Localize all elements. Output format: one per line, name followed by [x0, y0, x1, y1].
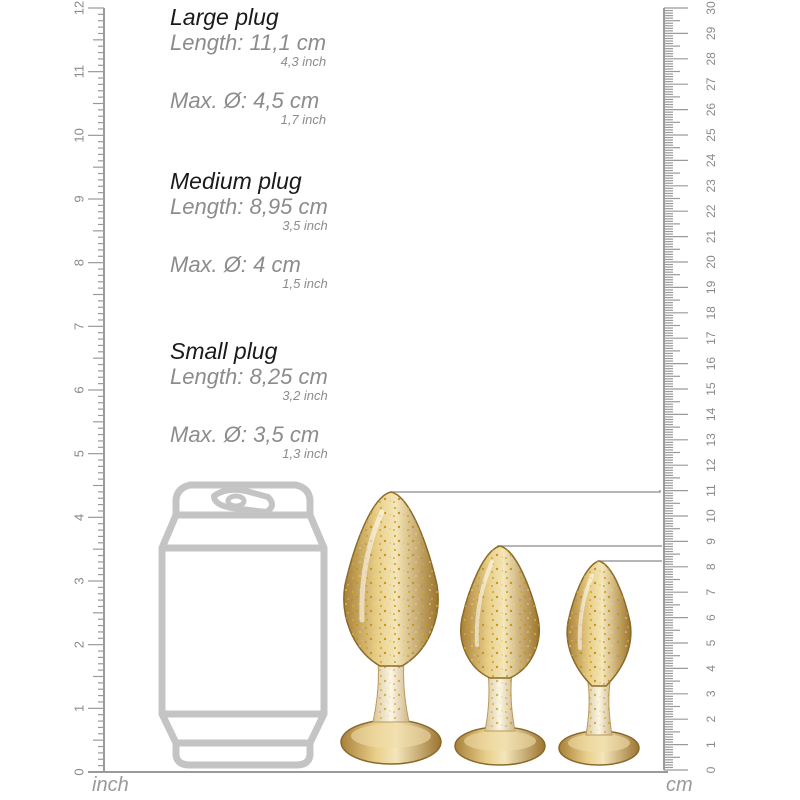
small-plug-specs	[170, 338, 328, 461]
cm-tick-label: 6	[704, 614, 719, 621]
medium-plug-title: Medium plug	[170, 168, 302, 194]
inch-tick-label: 2	[71, 641, 87, 649]
cm-tick-label: 30	[704, 1, 719, 15]
inch-tick-label: 5	[71, 450, 87, 458]
cm-tick-label: 2	[704, 715, 719, 723]
medium-plug-specs	[170, 168, 328, 291]
cm-tick-label: 27	[704, 77, 719, 91]
cm-tick-label: 26	[704, 102, 719, 117]
inch-tick-label: 9	[71, 195, 87, 203]
cm-tick-label: 1	[704, 741, 719, 748]
cm-tick-label: 21	[704, 229, 719, 244]
cm-tick-label: 13	[704, 433, 719, 447]
medium-plug-diameter-inch: 1,5 inch	[282, 276, 328, 291]
large-plug-specs	[170, 4, 326, 127]
cm-tick-label: 8	[704, 563, 719, 571]
cm-tick-label: 25	[704, 128, 719, 142]
large-plug-diameter-cm: Max. Ø: 4,5 cm	[170, 88, 320, 113]
inch-tick-label: 4	[71, 513, 87, 521]
soda-can-icon	[162, 485, 324, 765]
cm-tick-label: 5	[704, 639, 719, 647]
cm-tick-label: 18	[704, 306, 719, 320]
cm-ruler	[664, 1, 718, 773]
cm-tick-label: 20	[704, 255, 719, 269]
large-plug-length-cm: Length: 11,1 cm	[170, 30, 327, 55]
cm-tick-label: 17	[704, 331, 719, 345]
inch-unit-label: inch	[92, 774, 129, 796]
inch-tick-label: 11	[71, 64, 87, 79]
cm-tick-label: 7	[704, 588, 719, 596]
cm-tick-label: 3	[704, 690, 719, 698]
small-plug-image	[559, 561, 639, 765]
inch-ruler	[71, 1, 104, 776]
small-plug-diameter-inch: 1,3 inch	[282, 446, 328, 461]
small-plug-title: Small plug	[170, 338, 278, 364]
cm-tick-label: 9	[704, 538, 719, 545]
inch-tick-label: 3	[71, 577, 87, 585]
inch-tick-label: 0	[71, 768, 87, 776]
large-plug-image	[341, 492, 441, 764]
leader-lines	[390, 490, 662, 561]
cm-tick-label: 14	[704, 407, 719, 422]
cm-tick-label: 4	[704, 665, 719, 672]
cm-tick-label: 16	[704, 356, 719, 371]
inch-tick-label: 12	[71, 0, 87, 16]
large-plug-length-inch: 4,3 inch	[280, 54, 327, 69]
medium-plug-diameter-cm: Max. Ø: 4 cm	[170, 252, 301, 277]
small-plug-diameter-cm: Max. Ø: 3,5 cm	[170, 422, 320, 447]
cm-tick-label: 10	[704, 509, 719, 523]
small-plug-length-inch: 3,2 inch	[282, 388, 328, 403]
small-plug-length-cm: Length: 8,25 cm	[170, 364, 328, 389]
cm-tick-label: 11	[704, 484, 719, 497]
large-plug-title: Large plug	[170, 4, 279, 30]
cm-tick-label: 22	[704, 204, 719, 218]
cm-tick-label: 23	[704, 179, 719, 193]
inch-tick-label: 10	[71, 128, 87, 143]
large-plug-diameter-inch: 1,7 inch	[280, 112, 327, 127]
cm-tick-label: 0	[704, 766, 719, 774]
medium-plug-length-inch: 3,5 inch	[282, 218, 328, 233]
cm-tick-label: 19	[704, 280, 719, 295]
inch-tick-label: 7	[71, 322, 87, 330]
medium-plug-length-cm: Length: 8,95 cm	[170, 194, 328, 219]
inch-tick-label: 8	[71, 259, 87, 267]
cm-tick-label: 12	[704, 458, 719, 472]
medium-plug-image	[455, 546, 545, 765]
cm-tick-label: 15	[704, 382, 719, 396]
inch-tick-label: 1	[71, 704, 87, 712]
cm-tick-label: 29	[704, 26, 719, 41]
cm-tick-label: 24	[704, 153, 719, 168]
cm-unit-label: cm	[666, 774, 693, 796]
inch-tick-label: 6	[71, 386, 87, 394]
cm-tick-label: 28	[704, 52, 719, 66]
